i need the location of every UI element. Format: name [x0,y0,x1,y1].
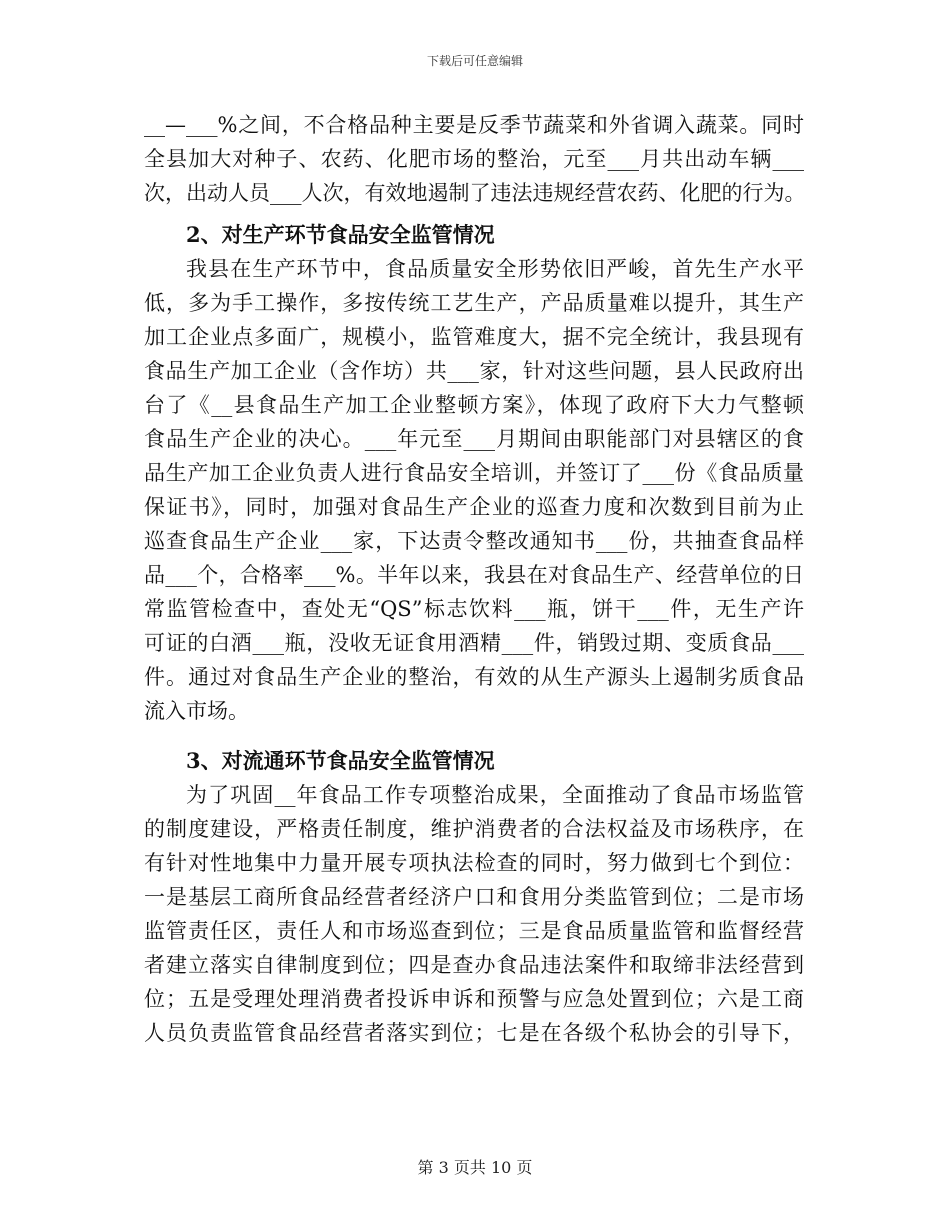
text-line: 食品生产加工企业（含作坊）共___家，针对这些问题，县人民政府出 [144,359,804,383]
text-line: 流入市场。 [144,699,249,723]
text-line: 者建立落实自律制度到位；四是查办食品违法案件和取缔非法经营到 [144,953,804,977]
paragraph-production [144,252,804,728]
text-line: 巡查食品生产企业___家，下达责令整改通知书___份，共抽查食品样 [144,529,804,553]
text-line: __—___%之间，不合格品种主要是反季节蔬菜和外省调入蔬菜。同时 [144,113,804,137]
text-line: 人员负责监管食品经营者落实到位；七是在各级个私协会的引导下， [144,1021,804,1045]
text-line: 食品生产企业的决心。___年元至___月期间由职能部门对县辖区的食 [144,427,804,451]
text-line: 位；五是受理处理消费者投诉申诉和预警与应急处置到位；六是工商 [144,987,804,1011]
text-line: 有针对性地集中力量开展专项执法检查的同时，努力做到七个到位： [144,851,804,875]
document-body [144,108,804,1050]
text-line: 全县加大对种子、农药、化肥市场的整治，元至___月共出动车辆___ [144,147,804,171]
text-line: 保证书》，同时，加强对食品生产企业的巡查力度和次数到目前为止 [144,495,804,519]
text-line: 品___个，合格率___%。半年以来，我县在对食品生产、经营单位的日 [144,563,804,587]
paragraph-circulation [144,778,804,1050]
page-number: 第 3 页共 10 页 [417,1158,533,1177]
paragraph-continuation [144,108,804,210]
page-header: 下载后可任意编辑 [426,54,523,68]
text-line: 低，多为手工操作，多按传统工艺生产，产品质量难以提升，其生产 [144,291,804,315]
text-line: 的制度建设，严格责任制度，维护消费者的合法权益及市场秩序，在 [144,817,804,841]
text-line: 件。通过对食品生产企业的整治，有效的从生产源头上遏制劣质食品 [144,665,804,689]
text-line: 常监管检查中，查处无“QS”标志饮料___瓶，饼干___件，无生产许 [144,597,804,621]
text-line: 品生产加工企业负责人进行食品安全培训，并签订了___份《食品质量 [144,461,804,485]
text-line: 为了巩固__年食品工作专项整治成果，全面推动了食品市场监管 [186,783,804,807]
text-line: 我县在生产环节中，食品质量安全形势依旧严峻，首先生产水平 [186,257,804,281]
text-line: 次，出动人员___人次，有效地遏制了违法违规经营农药、化肥的行为。 [144,181,806,205]
text-line: 台了《__县食品生产加工企业整顿方案》，体现了政府下大力气整顿 [144,393,804,417]
text-line: 一是基层工商所食品经营者经济户口和食用分类监管到位；二是市场 [144,885,804,909]
section-heading-production: 2、对生产环节食品安全监管情况 [186,222,495,247]
text-line: 加工企业点多面广，规模小，监管难度大，据不完全统计，我县现有 [144,325,804,349]
section-heading-circulation: 3、对流通环节食品安全监管情况 [186,748,495,773]
text-line: 可证的白酒___瓶，没收无证食用酒精___件，销毁过期、变质食品___ [144,631,804,655]
text-line: 监管责任区，责任人和市场巡查到位；三是食品质量监管和监督经营 [144,919,804,943]
